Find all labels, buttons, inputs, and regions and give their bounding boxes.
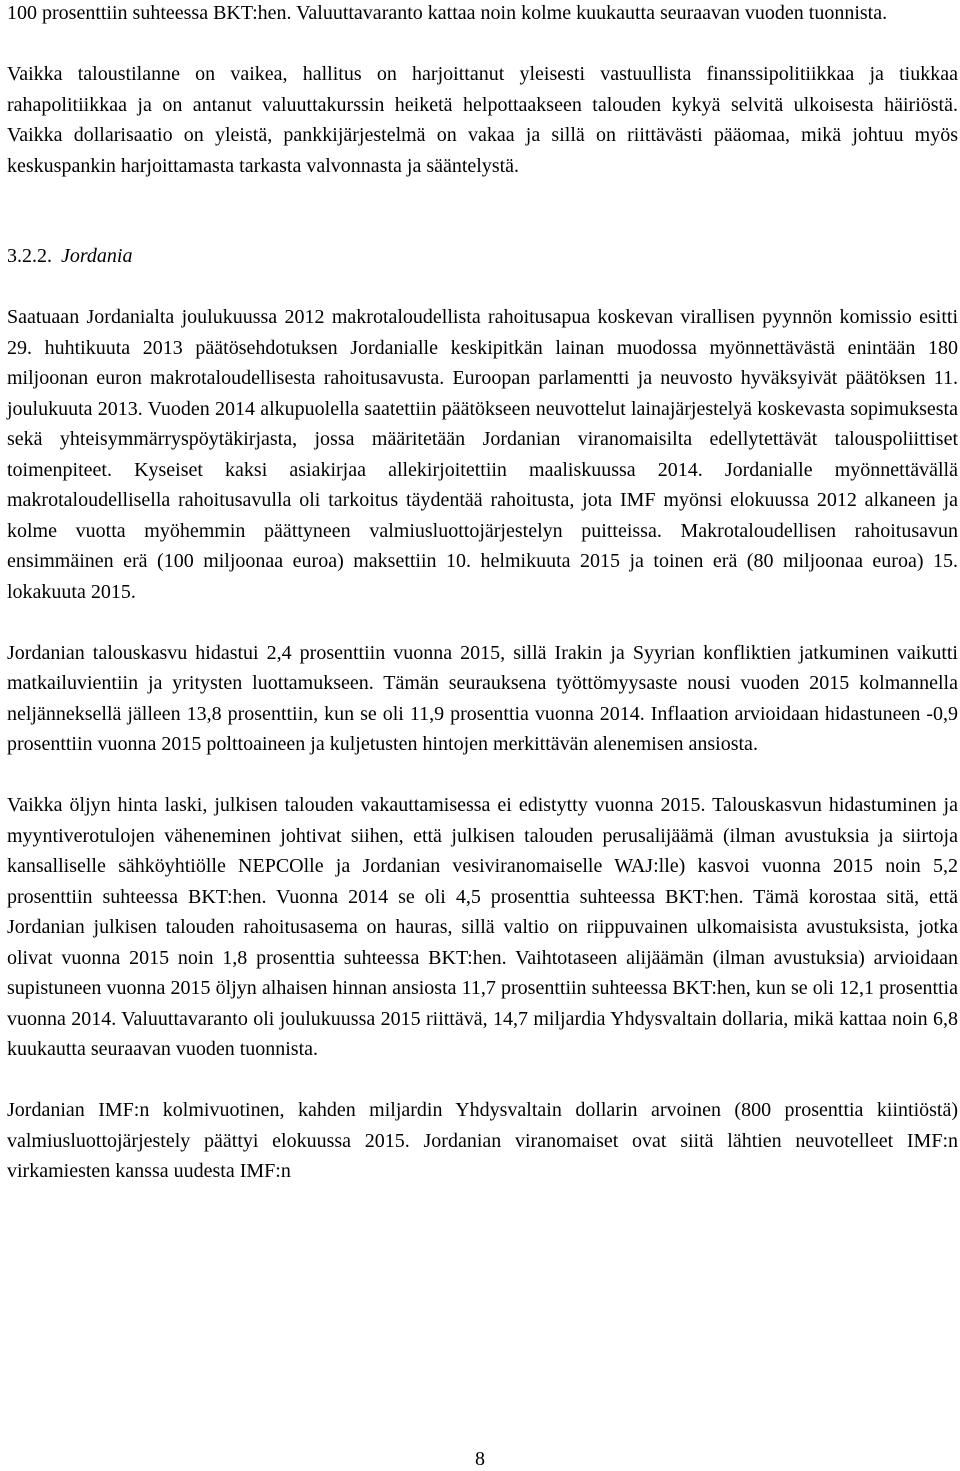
paragraph-imf-arrangement: Jordanian IMF:n kolmivuotinen, kahden miljardin Yhdysvaltain dollarin arvoinen (800 prosenttia kiintiöstä) valmiusluottojärjestely päättyi elokuussa 2015. Jordanian viranomaiset ovat siitä lähtien neuvotelleet IMF:n virkamiesten kanssa uudesta IMF:n <box>7 1099 958 1182</box>
section-title: Jordania <box>61 245 133 267</box>
document-page <box>7 0 958 1187</box>
paragraph-fiscal-policy: Vaikka taloustilanne on vaikea, hallitus on harjoittanut yleisesti vastuullista finanssipolitiikkaa ja tiukkaa rahapolitiikkaa ja on antanut valuuttakurssin heiketä helpottaakseen talouden kykyä selvitä ulkoisesta häiriöstä. Vaikka dollarisaatio on yleistä, pankkijärjestelmä on vakaa ja sillä on riittävästi pääomaa, mikä johtuu myös keskuspankin harjoittamasta tarkasta valvonnasta ja sääntelystä. <box>7 63 958 177</box>
paragraph-public-finances: Vaikka öljyn hinta laski, julkisen talouden vakauttamisessa ei edistytty vuonna 2015. Talouskasvun hidastuminen ja myyntiverotulojen väheneminen johtivat siihen, että julkisen talouden perusalijäämä (ilman avustuksia ja siirtoja kansalliselle sähköyhtiölle NEPCOlle ja Jordanian vesiviranomaiselle WAJ:lle) kasvoi vuonna 2015 noin 5,2 prosenttiin suhteessa BKT:hen. Vuonna 2014 se oli 4,5 prosenttia suhteessa BKT:hen. Tämä korostaa sitä, että Jordanian julkisen talouden rahoitusasema on hauras, sillä valtio on riippuvainen ulkomaisista avustuksista, jotka olivat vuonna 2015 noin 1,8 prosenttia suhteessa BKT:hen. Vaihtotaseen alijäämän (ilman avustuksia) arvioidaan supistuneen vuonna 2015 öljyn alhaisen hinnan ansiosta 11,7 prosenttiin suhteessa BKT:hen, kun se oli 12,1 prosenttia vuonna 2014. Valuuttavaranto oli joulukuussa 2015 riittävä, 14,7 miljardia Yhdysvaltain dollaria, mikä kattaa noin 6,8 kuukautta seuraavan vuoden tuonnista. <box>7 794 958 1060</box>
paragraph-economic-growth: Jordanian talouskasvu hidastui 2,4 prosenttiin vuonna 2015, sillä Irakin ja Syyrian konfliktien jatkuminen vaikutti matkailuvientiin ja yritysten luottamukseen. Tämän seurauksena työttömyysaste nousi vuoden 2015 kolmannella neljänneksellä jälleen 13,8 prosenttiin, kun se oli 11,9 prosenttia vuonna 2014. Inflaation arvioidaan hidastuneen -0,9 prosenttiin vuonna 2015 polttoaineen ja kuljetusten hintojen merkittävän alenemisen ansiosta. <box>7 641 958 755</box>
page-number: 8 <box>475 1448 485 1470</box>
section-number: 3.2.2. <box>7 245 52 267</box>
section-heading <box>7 241 958 272</box>
paragraph-continued: 100 prosenttiin suhteessa BKT:hen. Valuuttavaranto kattaa noin kolme kuukautta seuraavan vuoden tuonnista. <box>7 2 888 24</box>
paragraph-macro-financial-assistance: Saatuaan Jordanialta joulukuussa 2012 makrotaloudellista rahoitusapua koskevan virallisen pyynnön komissio esitti 29. huhtikuuta 2013 päätösehdotuksen Jordanialle keskipitkän lainan muodossa myönnettävästä enintään 180 miljoonan euron makrotaloudellisesta rahoitusavusta. Euroopan parlamentti ja neuvosto hyväksyivät päätöksen 11. joulukuuta 2013. Vuoden 2014 alkupuolella saatettiin päätökseen neuvottelut lainajärjestelyä koskevasta sopimuksesta sekä yhteisymmärryspöytäkirjasta, jossa määritetään Jordanian viranomaisilta edellytettävät talouspoliittiset toimenpiteet. Kyseiset kaksi asiakirjaa allekirjoitettiin maaliskuussa 2014. Jordanialle myönnettävällä makrotaloudellisella rahoitusavulla oli tarkoitus täydentää rahoitusta, jota IMF myönsi elokuussa 2012 alkaneen ja kolme vuotta myöhemmin päättyneen valmiusluottojärjestelyn puitteissa. Makrotaloudellisen rahoitusavun ensimmäinen erä (100 miljoonaa euroa) maksettiin 10. helmikuuta 2015 ja toinen erä (80 miljoonaa euroa) 15. lokakuuta 2015. <box>7 306 958 603</box>
